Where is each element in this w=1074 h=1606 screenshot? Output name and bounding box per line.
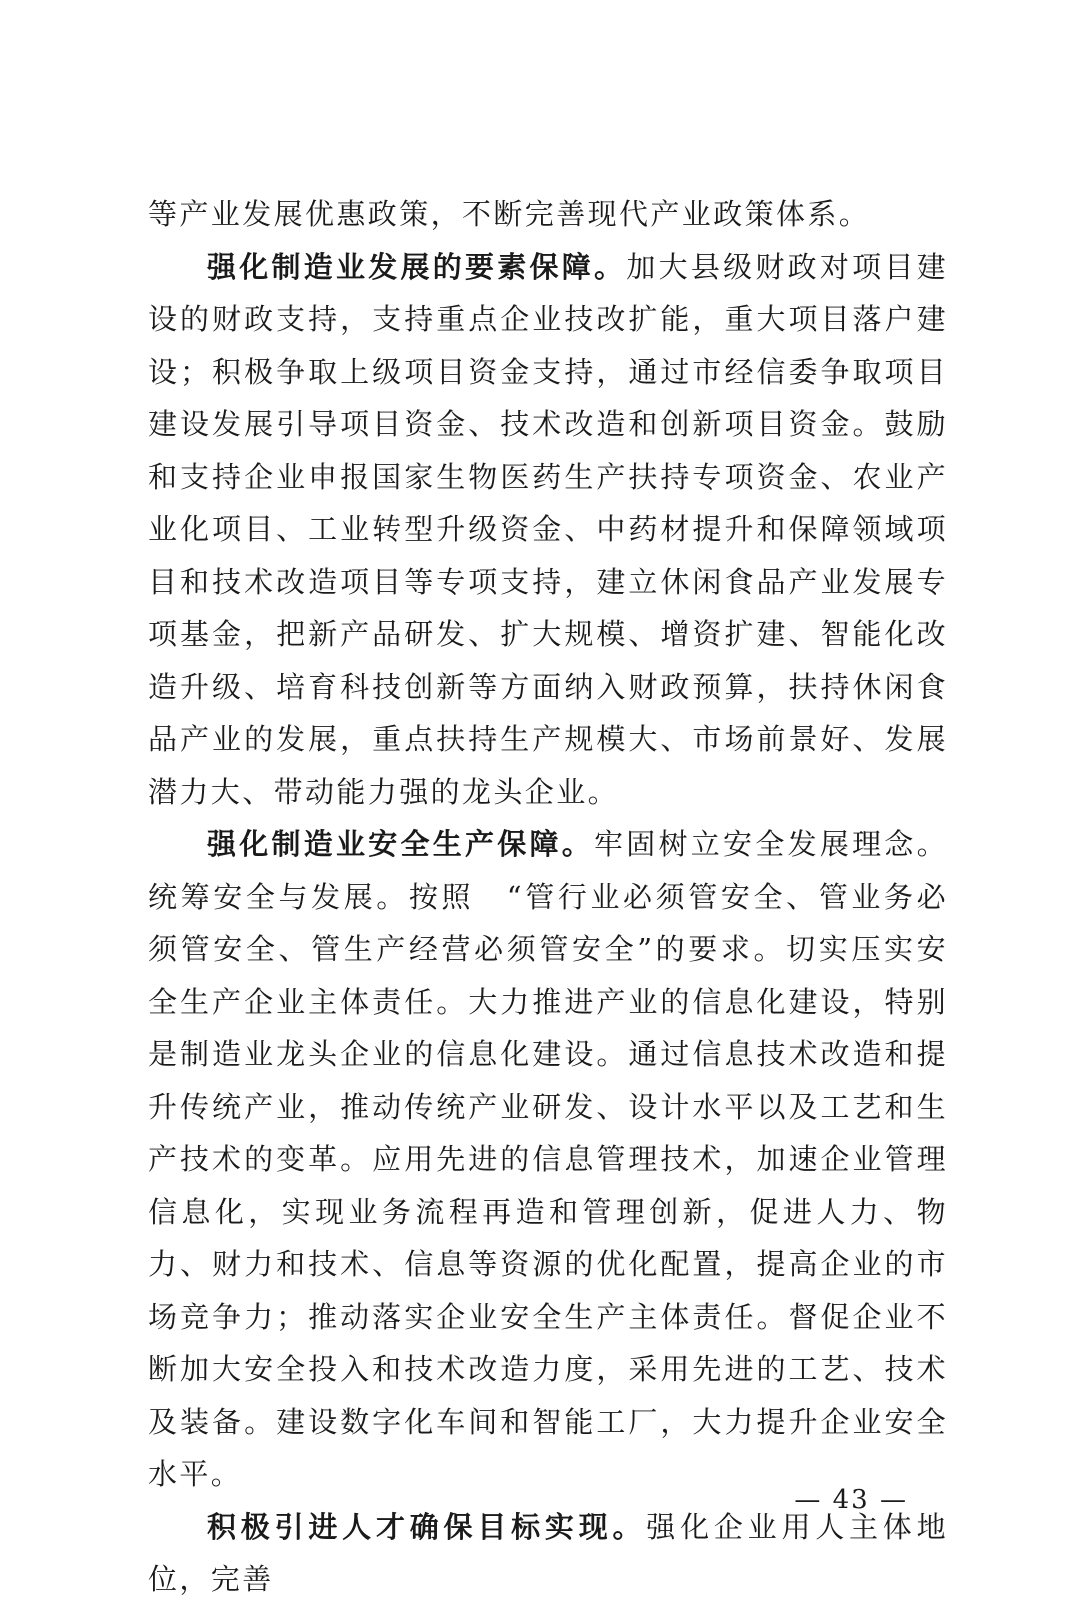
paragraph-1-text: 等产业发展优惠政策，不断完善现代产业政策体系。 [148, 197, 871, 231]
paragraph-2-heading: 强化制造业发展的要素保障。 [207, 249, 627, 284]
paragraph-3-heading: 强化制造业安全生产保障。 [207, 827, 595, 861]
paragraph-2 [148, 241, 948, 819]
page-number: — 43 — [794, 1485, 908, 1515]
body-text [148, 188, 948, 1606]
paragraph-4 [148, 1501, 948, 1606]
paragraph-3 [148, 818, 948, 1501]
paragraph-3-text: 牢固树立安全发展理念。统筹安全与发展。按照 “管行业必须管安全、管业务必须管安全、管生产经营必须管安全”的要求。切实压实安全生产企业主体责任。大力推进产业的信息化建设，特别是制造业龙头企业的信息化建设。通过信息技术改造和提升传统产业，推动传统产业研发、设计水平以及工艺和生产技术的变革。应用先进的信息管理技术，加速企业管理信息化，实现业务流程再造和管理创新，促进人力、物力、财力和技术、信息等资源的优化配置，提高企业的市场竞争力；推动落实企业安全生产主体责任。督促企业不断加大安全投入和技术改造力度，采用先进的工艺、技术及装备。建设数字化车间和智能工厂，大力提升企业安全水平。 [148, 827, 948, 1491]
paragraph-4-text: 强化企业用人主体地位，完善 [148, 1509, 949, 1596]
paragraph-1 [148, 188, 948, 241]
paragraph-2-text: 加大县级财政对项目建设的财政支持，支持重点企业技改扩能，重大项目落户建设；积极争取上级项目资金支持，通过市经信委争取项目建设发展引导项目资金、技术改造和创新项目资金。鼓励和支持企业申报国家生物医药生产扶持专项资金、农业产业化项目、工业转型升级资金、中药材提升和保障领域项目和技术改造项目等专项支持，建立休闲食品产业发展专项基金，把新产品研发、扩大规模、增资扩建、智能化改造升级、培育科技创新等方面纳入财政预算，扶持休闲食品产业的发展，重点扶持生产规模大、市场前景好、发展潜力大、带动能力强的龙头企业。 [148, 249, 948, 809]
paragraph-4-heading: 积极引进人才确保目标实现。 [207, 1509, 647, 1544]
